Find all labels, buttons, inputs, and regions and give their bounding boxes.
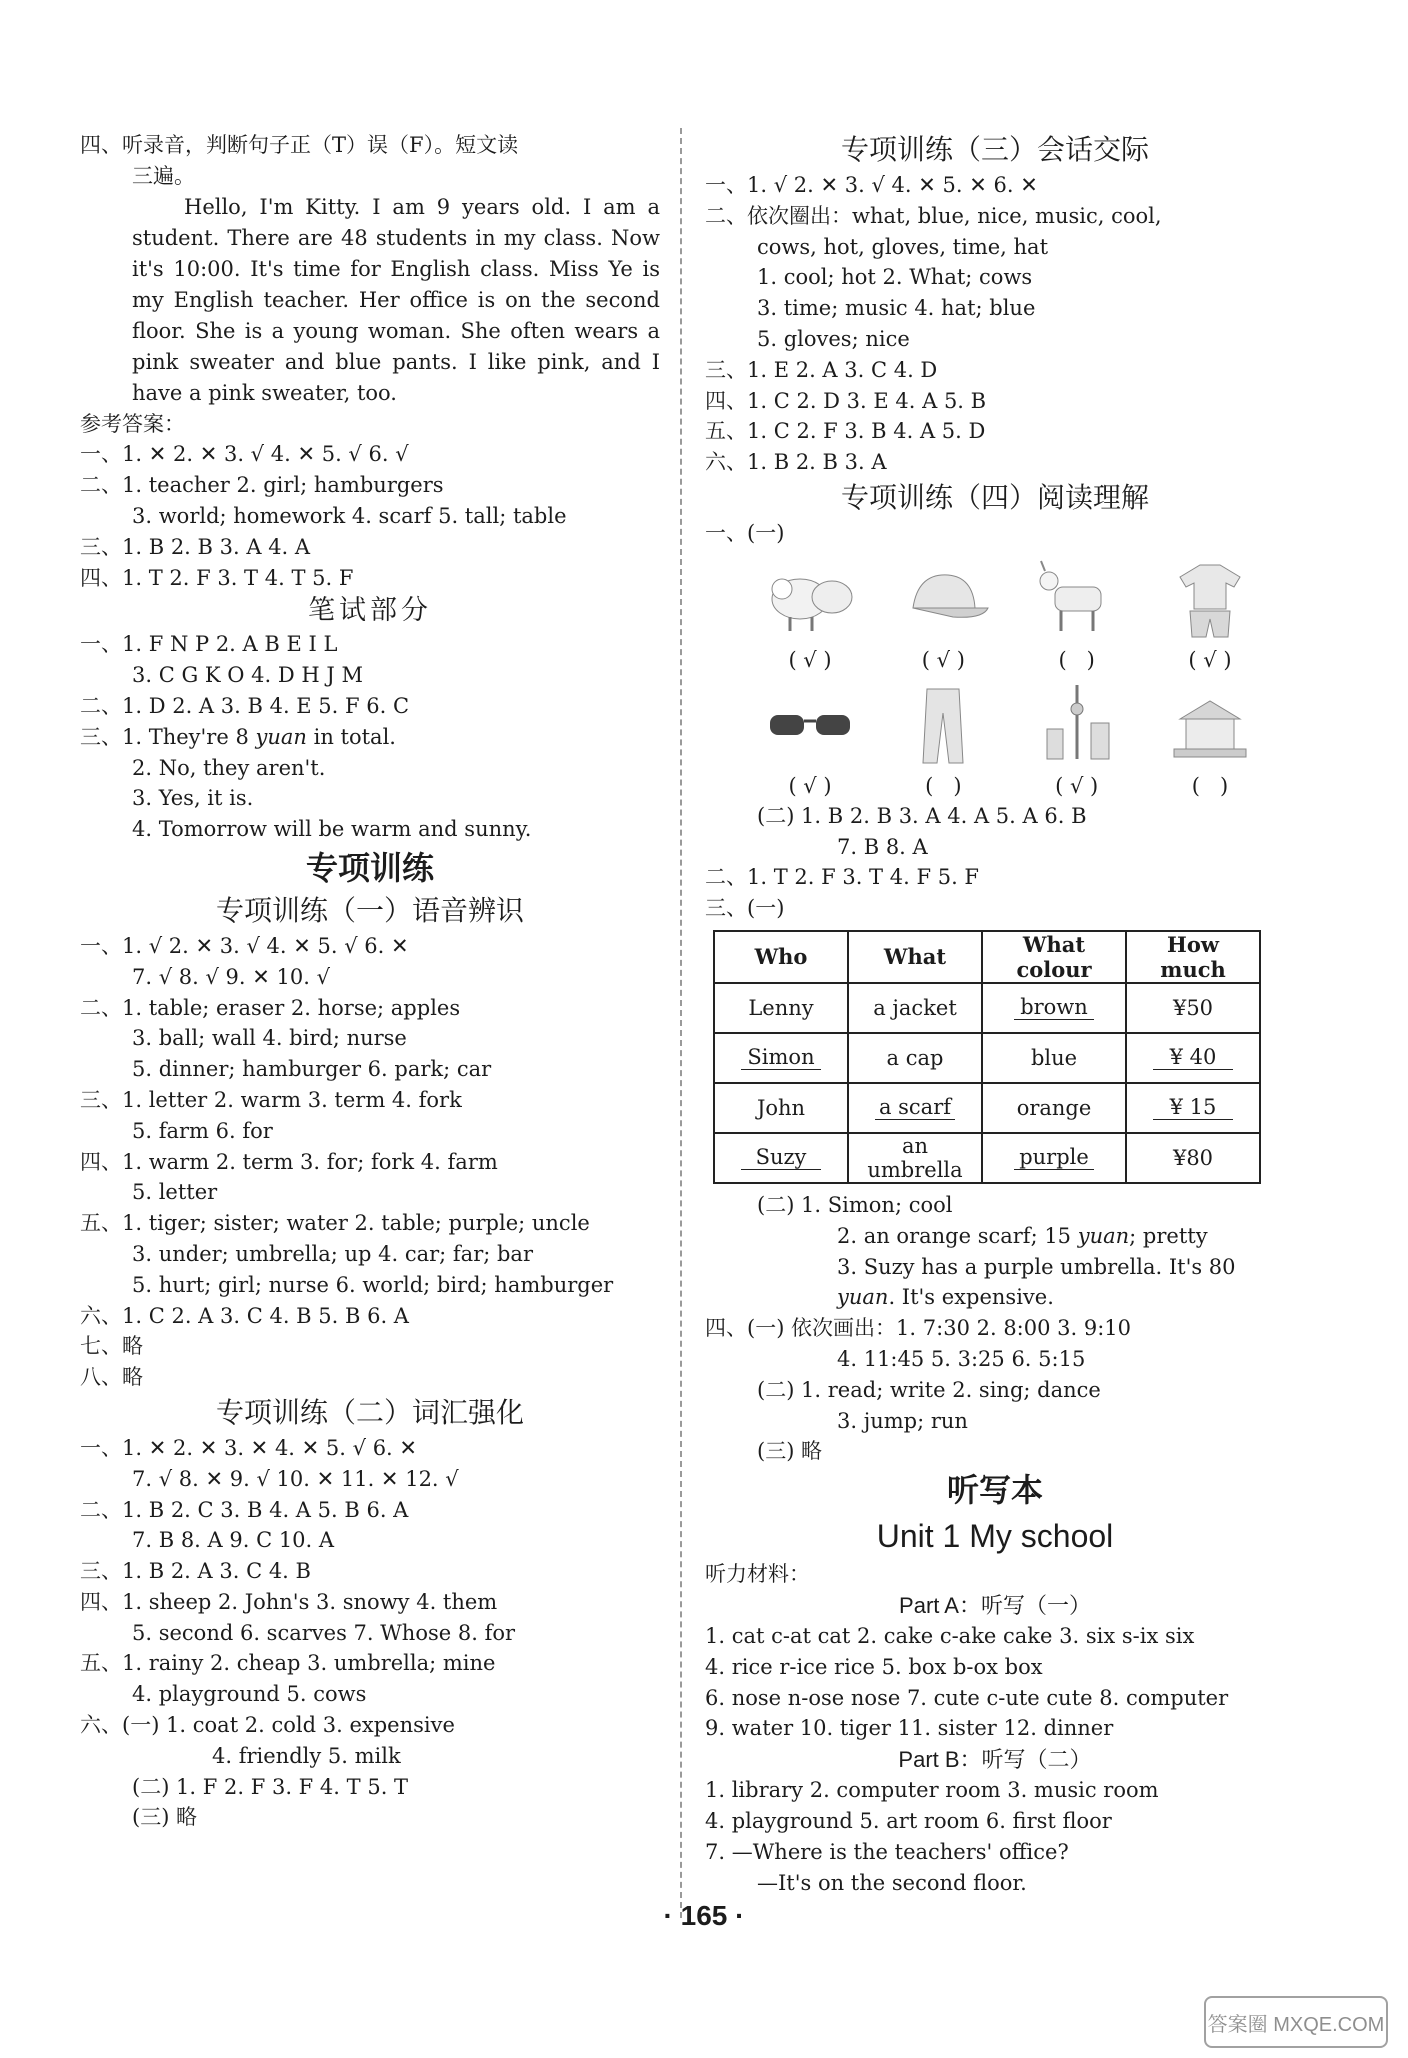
answer-line: 5. gloves; nice xyxy=(757,326,910,351)
written-part-heading: 笔试部分 xyxy=(308,595,432,627)
answer-line: (三) 略 xyxy=(757,1439,823,1464)
picture-item xyxy=(755,553,865,675)
answer-line: 3. world; homework 4. scarf 5. tall; table xyxy=(132,503,567,528)
yuan-word: yuan xyxy=(1077,1223,1130,1248)
filled-answer: Suzy xyxy=(741,1145,821,1170)
filled-answer: brown xyxy=(1014,995,1094,1020)
shopping-table xyxy=(713,930,1261,1184)
table-header: What xyxy=(848,931,982,983)
answer-line: 四、1. warm 2. term 3. for; fork 4. farm xyxy=(80,1149,498,1174)
table-cell: an umbrella xyxy=(848,1133,982,1183)
table-row xyxy=(714,1083,1260,1133)
answer-line: 6. nose n-ose nose 7. cute c-ute cute 8. computer xyxy=(705,1685,1229,1710)
answer-line: cows, hot, gloves, time, hat xyxy=(757,234,1049,259)
answer-line: 4. rice r-ice rice 5. box b-ox box xyxy=(705,1654,1043,1679)
answer-line: 1. cool; hot 2. What; cows xyxy=(757,265,1033,290)
picture-item xyxy=(1022,553,1132,675)
table-cell xyxy=(982,1133,1126,1183)
answer-line: 5. hurt; girl; nurse 6. world; bird; hamburger xyxy=(132,1272,614,1297)
picture-item xyxy=(1022,679,1132,801)
listening-material-label: 听力材料： xyxy=(705,1562,810,1587)
answer-line: 一、1. ✕ 2. ✕ 3. ✕ 4. ✕ 5. √ 6. ✕ xyxy=(80,1435,418,1460)
part-b-title: Part B：听写（二） xyxy=(898,1747,1092,1773)
table-cell xyxy=(982,983,1126,1033)
answer-line: 1. cat c-at cat 2. cake c-ake cake 3. six s-ix six xyxy=(705,1623,1195,1648)
answer-mark: ( √ ) xyxy=(1055,773,1099,798)
answer-line: 一、(一) xyxy=(705,520,785,545)
answer-line: 四、(一) 依次画出：1. 7:30 2. 8:00 3. 9:10 xyxy=(705,1316,1132,1341)
section-title: 专项训练（二）词汇强化 xyxy=(215,1395,524,1429)
answer-line: (二) 1. Simon; cool xyxy=(757,1192,953,1217)
answer-line: 七、略 xyxy=(80,1334,143,1359)
table-cell xyxy=(1126,1083,1260,1133)
answer-mark: ( ) xyxy=(1191,773,1229,798)
answer-line: 5. dinner; hamburger 6. park; car xyxy=(132,1057,492,1082)
answer-line: 3. jump; run xyxy=(837,1408,968,1433)
answer-line: 3. C G K O 4. D H J M xyxy=(132,663,363,688)
answer-line: 2. No, they aren't. xyxy=(132,755,326,780)
answer-line: 7. √ 8. √ 9. ✕ 10. √ xyxy=(132,964,330,989)
answer-line: 4. playground 5. cows xyxy=(132,1682,367,1707)
goat-icon xyxy=(1027,553,1127,643)
answer-line: 二、1. teacher 2. girl; hamburgers xyxy=(80,473,444,498)
answer-line: 五、1. C 2. F 3. B 4. A 5. D xyxy=(705,419,986,444)
answer-line: 三、1. B 2. A 3. C 4. B xyxy=(80,1559,311,1584)
table-header: How much xyxy=(1126,931,1260,983)
answer-text: in total. xyxy=(306,724,396,749)
table-header: Who xyxy=(714,931,848,983)
table-header-row xyxy=(714,931,1260,983)
table-cell: ¥50 xyxy=(1126,983,1260,1033)
answer-line: 3. Yes, it is. xyxy=(132,786,254,811)
answer-line: 3. ball; wall 4. bird; nurse xyxy=(132,1026,407,1051)
filled-answer: ¥ 40 xyxy=(1153,1045,1233,1070)
pants-icon xyxy=(893,679,993,769)
answer-line: 5. letter xyxy=(132,1180,218,1205)
filled-answer: ¥ 15 xyxy=(1153,1095,1233,1120)
table-cell: orange xyxy=(982,1083,1126,1133)
answer-line: 六、1. C 2. A 3. C 4. B 5. B 6. A xyxy=(80,1303,409,1328)
answer-mark: ( ) xyxy=(925,773,962,798)
picture-item xyxy=(755,679,865,801)
answer-line: 三、1. E 2. A 3. C 4. D xyxy=(705,357,938,382)
answer-line: 7. —Where is the teachers' office? xyxy=(705,1839,1069,1864)
page-number: · 165 · xyxy=(663,1900,745,1931)
answer-text: . It's expensive. xyxy=(888,1285,1054,1310)
answer-line: 4. playground 5. art room 6. first floor xyxy=(705,1808,1112,1833)
table-cell: blue xyxy=(982,1033,1126,1083)
answer-line: 六、(一) 1. coat 2. cold 3. expensive xyxy=(80,1713,455,1738)
unit-title: Unit 1 My school xyxy=(876,1518,1114,1555)
answer-line: 四、1. C 2. D 3. E 4. A 5. B xyxy=(705,388,987,413)
answer-line: 二、1. table; eraser 2. horse; apples xyxy=(80,995,461,1020)
picture-item xyxy=(1155,553,1265,675)
left-column xyxy=(80,130,660,1833)
answer-mark: ( √ ) xyxy=(788,647,832,672)
answer-line: (三) 略 xyxy=(132,1805,198,1830)
table-cell xyxy=(714,1033,848,1083)
answer-line: 3. under; umbrella; up 4. car; far; bar xyxy=(132,1241,533,1266)
answer-line: 四、1. T 2. F 3. T 4. T 5. F xyxy=(80,565,354,590)
answer-line: 1. library 2. computer room 3. music room xyxy=(705,1778,1159,1803)
picture-item xyxy=(1155,679,1265,801)
answer-text: 三、1. They're 8 xyxy=(80,724,256,749)
table-row xyxy=(714,1033,1260,1083)
answer-line: 六、1. B 2. B 3. A xyxy=(705,450,887,475)
clothes-icon xyxy=(1160,553,1260,643)
answer-text: 2. an orange scarf; 15 xyxy=(837,1223,1078,1248)
answer-line: 5. second 6. scarves 7. Whose 8. for xyxy=(132,1620,516,1645)
answer-line: 五、1. tiger; sister; water 2. table; purple; uncle xyxy=(80,1211,590,1236)
picture-item xyxy=(888,553,998,675)
answer-mark: ( √ ) xyxy=(788,773,832,798)
answer-line: 二、依次圈出：what, blue, nice, music, cool, xyxy=(705,203,1162,228)
answer-line: 7. B 8. A xyxy=(837,834,928,859)
answer-line: 4. 11:45 5. 3:25 6. 5:15 xyxy=(837,1346,1086,1371)
answer-mark: ( ) xyxy=(1058,647,1095,672)
table-cell: Lenny xyxy=(714,983,848,1033)
table-cell: a cap xyxy=(848,1033,982,1083)
table-cell xyxy=(848,1083,982,1133)
column-divider xyxy=(680,128,682,1918)
listening-passage: Hello, I'm Kitty. I am 9 years old. I am a student. There are 48 students in my class. Now it's 10:00. It's time for English class. Miss Ye is my English teacher. Her office is on the second floor. She is a young woman. She often wears a pink sweater and blue pants. I like pink, and I have a pink sweater, too. xyxy=(132,194,660,405)
answer-line: —It's on the second floor. xyxy=(757,1870,1027,1895)
answer-line: 3. Suzy has a purple umbrella. It's 80 xyxy=(837,1254,1236,1279)
answer-line: 4. friendly 5. milk xyxy=(212,1743,401,1768)
filled-answer: Simon xyxy=(741,1045,821,1070)
answer-line: 7. B 8. A 9. C 10. A xyxy=(132,1528,335,1553)
answer-line: 二、1. D 2. A 3. B 4. E 5. F 6. C xyxy=(80,693,410,718)
sheep-icon xyxy=(760,553,860,643)
picture-row-2 xyxy=(705,679,1285,801)
dictation-title: 听写本 xyxy=(946,1471,1043,1510)
section-title: 专项训练（四）阅读理解 xyxy=(840,480,1149,514)
yuan-word: yuan xyxy=(837,1285,889,1310)
table-cell xyxy=(1126,1033,1260,1083)
filled-answer: a scarf xyxy=(875,1095,955,1120)
answer-line: 三、1. B 2. B 3. A 4. A xyxy=(80,534,311,559)
listening-header: 四、听录音，判断句子正（T）误（F）。短文读 xyxy=(80,133,519,157)
watermark-logo: 答案圈 MXQE.COM xyxy=(1204,1996,1388,2048)
answer-line: 二、1. B 2. C 3. B 4. A 5. B 6. A xyxy=(80,1497,409,1522)
answer-line xyxy=(705,1221,1285,1252)
answer-mark: ( √ ) xyxy=(1188,647,1232,672)
filled-answer: purple xyxy=(1014,1145,1094,1170)
picture-item xyxy=(888,679,998,801)
yuan-word: yuan xyxy=(255,724,307,749)
section-title: 专项训练（三）会话交际 xyxy=(840,133,1149,166)
answer-mark: ( √ ) xyxy=(921,647,965,672)
part-a-title: Part A：听写（一） xyxy=(899,1592,1091,1618)
answer-line: 一、1. F N P 2. A B E I L xyxy=(80,632,338,657)
answer-line xyxy=(705,1282,1285,1313)
city-tower-icon xyxy=(1027,679,1127,769)
answer-line: 八、略 xyxy=(80,1365,143,1390)
answer-line: (二) 1. B 2. B 3. A 4. A 5. A 6. B xyxy=(757,803,1087,828)
table-cell: ¥80 xyxy=(1126,1133,1260,1183)
answer-line: 五、1. rainy 2. cheap 3. umbrella; mine xyxy=(80,1651,496,1676)
answer-line: 一、1. ✕ 2. ✕ 3. √ 4. ✕ 5. √ 6. √ xyxy=(80,442,409,467)
picture-row-1 xyxy=(705,553,1285,675)
answer-line: 一、1. √ 2. ✕ 3. √ 4. ✕ 5. √ 6. ✕ xyxy=(80,933,409,958)
listening-header-cont: 三遍。 xyxy=(132,163,195,188)
answer-line: 二、1. T 2. F 3. T 4. F 5. F xyxy=(705,865,979,890)
section-title: 专项训练（一）语音辨识 xyxy=(215,893,524,927)
table-row xyxy=(714,1133,1260,1183)
cap-icon xyxy=(893,553,993,643)
answer-line: 一、1. √ 2. ✕ 3. √ 4. ✕ 5. ✕ 6. ✕ xyxy=(705,173,1038,197)
table-header: What colour xyxy=(982,931,1126,983)
right-column xyxy=(705,130,1285,1898)
answer-line: 9. water 10. tiger 11. sister 12. dinner xyxy=(705,1716,1114,1741)
special-training-title: 专项训练 xyxy=(305,848,434,887)
table-cell xyxy=(714,1133,848,1183)
sunglasses-icon xyxy=(760,679,860,769)
answer-line: (二) 1. F 2. F 3. F 4. T 5. T xyxy=(132,1774,409,1799)
answer-text: ; pretty xyxy=(1129,1223,1208,1248)
ref-answer-label: 参考答案： xyxy=(80,411,185,436)
palace-icon xyxy=(1160,679,1260,769)
table-cell: John xyxy=(714,1083,848,1133)
answer-line: 5. farm 6. for xyxy=(132,1118,273,1143)
answer-line: 三、1. letter 2. warm 3. term 4. fork xyxy=(80,1087,462,1112)
answer-line xyxy=(80,722,660,753)
answer-line: 4. Tomorrow will be warm and sunny. xyxy=(132,817,532,842)
answer-line: 3. time; music 4. hat; blue xyxy=(757,296,1036,321)
answer-line: 三、(一) xyxy=(705,896,785,921)
table-cell: a jacket xyxy=(848,983,982,1033)
answer-line: 7. √ 8. ✕ 9. √ 10. ✕ 11. ✕ 12. √ xyxy=(132,1466,459,1491)
answer-line: (二) 1. read; write 2. sing; dance xyxy=(757,1377,1101,1402)
table-row xyxy=(714,983,1260,1033)
answer-line: 四、1. sheep 2. John's 3. snowy 4. them xyxy=(80,1589,498,1614)
